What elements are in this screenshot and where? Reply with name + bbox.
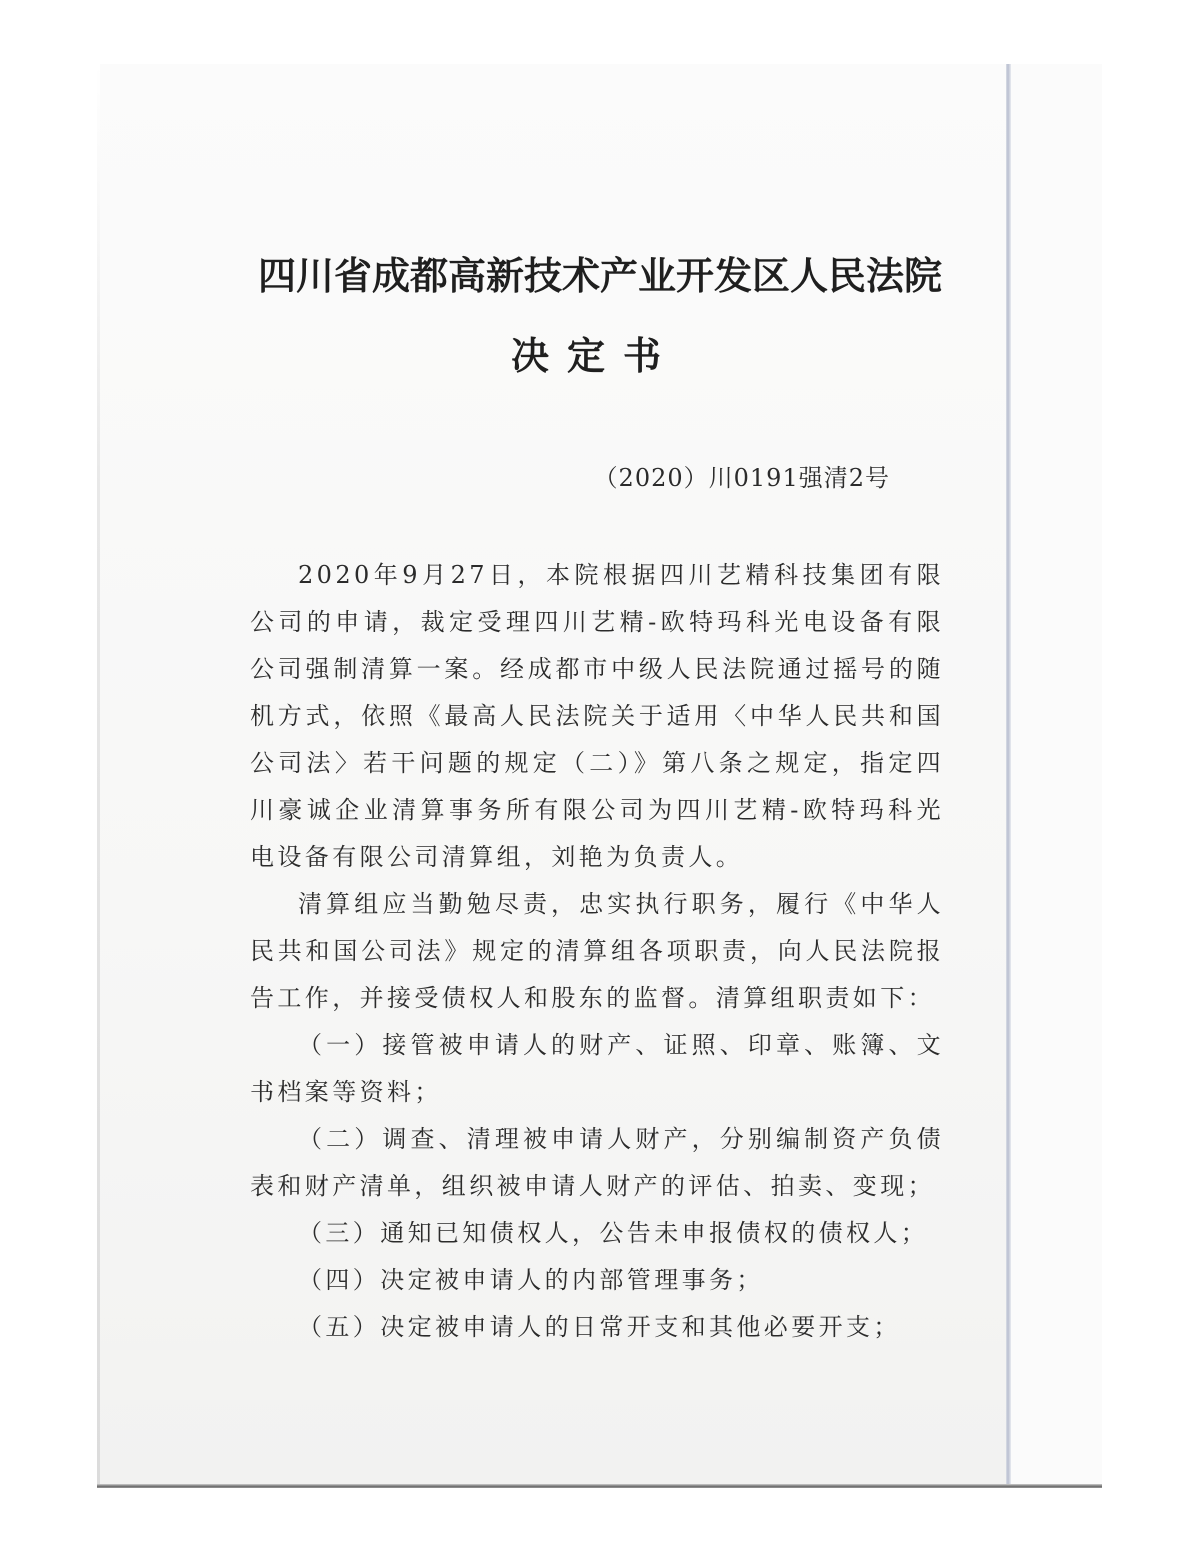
document-type-heading: 决定书 (510, 333, 679, 378)
duty-item-2: （二）调查、清理被申请人财产，分别编制资产负债表和财产清单，组织被申请人财产的评估、拍卖、变现； (250, 1125, 944, 1200)
paragraph-duties-intro: 清算组应当勤勉尽责，忠实执行职务，履行《中华人民共和国公司法》规定的清算组各项职责，向人民法院报告工作，并接受债权人和股东的监督。清算组职责如下： (250, 890, 944, 1012)
duty-item-1: （一）接管被申请人的财产、证照、印章、账簿、文书档案等资料； (250, 1031, 944, 1106)
duty-item-4: （四）决定被申请人的内部管理事务； (298, 1266, 764, 1294)
duty-item-5: （五）决定被申请人的日常开支和其他必要开支； (298, 1313, 901, 1341)
paragraph-acceptance: 2020年9月27日，本院根据四川艺精科技集团有限公司的申请，裁定受理四川艺精-欧特玛科光电设备有限公司强制清算一案。经成都市中级人民法院通过摇号的随机方式，依照《最高人民法院关于适用〈中华人民共和国公司法〉若干问题的规定（二）》第八条之规定，指定四川豪诚企业清算事务所有限公司为四川艺精-欧特玛科光电设备有限公司清算组，刘艳为负责人。 (250, 561, 944, 871)
duty-item-3: （三）通知已知债权人，公告未申报债权的债权人； (298, 1219, 929, 1247)
court-name-heading: 四川省成都高新技术产业开发区人民法院 (257, 253, 942, 298)
document-body (250, 552, 944, 1351)
case-number: （2020）川0191强清2号 (593, 464, 890, 492)
